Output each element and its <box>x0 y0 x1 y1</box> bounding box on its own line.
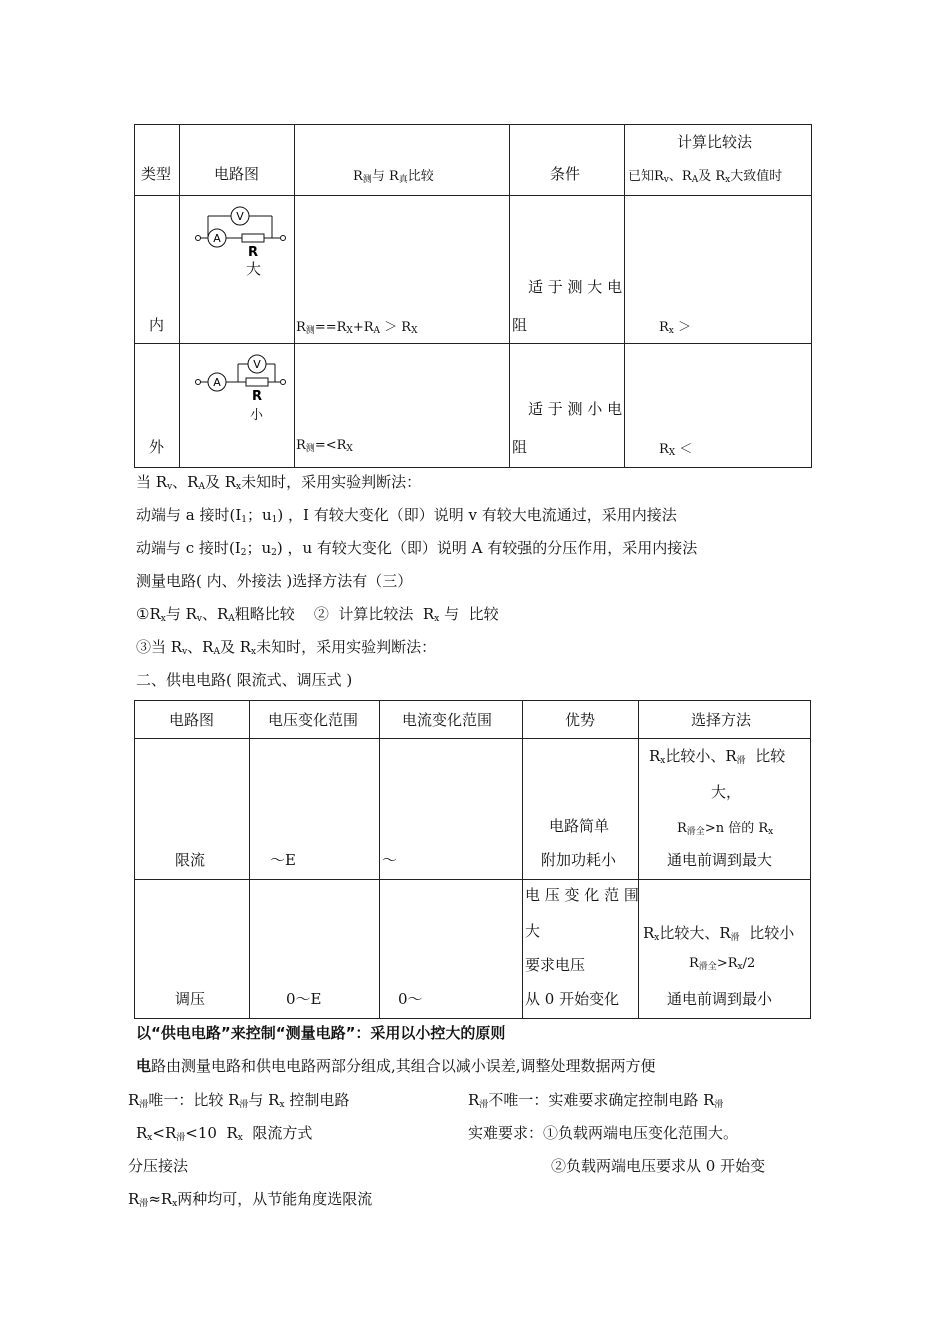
row-inner-diagram: V A R 大 <box>180 196 295 344</box>
unique-rheostat-left: $R_滑$唯一：比较 $R_滑$与 $R_x$ 控制电路 <box>128 1091 350 1110</box>
limit-voltage: ～E <box>250 739 380 880</box>
limit-condition-left: $R_x<R_滑<10$ $R_x$ 限流方式 <box>136 1124 313 1143</box>
row-outer-diagram: V A R 小 <box>180 344 295 468</box>
svg-text:A: A <box>213 232 221 245</box>
row-outer-type: 外 <box>135 344 180 468</box>
resistor-icon <box>246 378 268 386</box>
svg-text:V: V <box>253 358 261 371</box>
unknown-resistance-line: 当 $R_v$、$R_A$及 $R_x$未知时，采用实验判断法： <box>136 473 422 492</box>
resistor-icon <box>242 234 264 242</box>
row-outer-calc: $R_X$ ＜ <box>625 344 812 468</box>
header-type: 类型 <box>135 125 180 196</box>
divider-current: 0～ <box>380 880 523 1019</box>
t2-header-diagram: 电路图 <box>135 701 250 739</box>
requirement-right-1: 实难要求：①负载两端电压变化范围大。 <box>468 1124 739 1142</box>
outer-connection-circuit <box>180 344 295 424</box>
method-list-3: ③当 $R_v$、$R_A$及 $R_x$未知时，采用实验判断法： <box>136 638 437 657</box>
limit-current: ～ <box>380 739 523 880</box>
divider-advantage: 电 压 变 化 范 围 大 要求电压 从 0 开始变化 <box>523 880 639 1019</box>
method-list-1: $①R_x$与 $R_v$、$R_A$粗略比较 ② 计算比较法 $R_x$ 与 比较 <box>136 605 499 624</box>
divider-selection: $R_x$比较大、$R_滑$ 比较小 $R_{滑全}>R_x/2$ 通电前调到最小 <box>639 880 811 1019</box>
divider-method-left: 分压接法 <box>128 1157 189 1175</box>
endpoint-a-line: 动端与 a 接时($I_1$；$u_1$) ，I 有较大变化（即）说明 v 有较大电流通过，采用内接法 <box>136 506 677 525</box>
t2-header-current: 电流变化范围 <box>380 701 523 739</box>
svg-text:A: A <box>213 376 221 389</box>
requirement-right-2: ②负载两端电压要求从 0 开始变 <box>551 1157 766 1175</box>
equal-case-line: $R_滑\approx R_x$两种均可，从节能角度选限流 <box>128 1190 373 1209</box>
principle-line: 以“供电电路”来控制“测量电路”：采用以小控大的原则 <box>136 1024 506 1042</box>
section-heading-supply: 二、供电电路( 限流式、调压式 ) <box>136 671 353 689</box>
row-inner-type: 内 <box>135 196 180 344</box>
divider-name: 调压 <box>135 880 250 1019</box>
t2-header-selection: 选择方法 <box>639 701 811 739</box>
inner-connection-circuit <box>180 196 295 286</box>
limit-name: 限流 <box>135 739 250 880</box>
non-unique-rheostat-right: $R_滑$不唯一：实难要求确定控制电路 $R_滑$ <box>468 1091 724 1110</box>
row-inner-formula: $R_测==R_X+R_A > R_X$ <box>295 196 510 344</box>
supply-circuit-table <box>134 700 811 1019</box>
row-inner-calc: $R_x$ ＞ <box>625 196 812 344</box>
composition-paragraph: 电路由测量电路和供电电路两部分组成,其组合以减小误差,调整处理数据两方便 <box>136 1057 656 1075</box>
divider-voltage: 0～E <box>250 880 380 1019</box>
svg-text:V: V <box>236 210 244 223</box>
header-calc: 计算比较法 已知$R_v$、$R_A$及 $R_x$大致值时 <box>625 125 812 196</box>
t2-header-advantage: 优势 <box>523 701 639 739</box>
endpoint-c-line: 动端与 c 接时($I_2$；$u_2$) ，u 有较大变化（即）说明 A 有较强的分压作用，采用内接法 <box>136 539 698 558</box>
t2-header-voltage: 电压变化范围 <box>250 701 380 739</box>
method-heading: 测量电路( 内、外接法 )选择方法有（三） <box>136 572 413 590</box>
limit-selection: $R_x$比较小、$R_滑$ 比较 大， $R_{滑全}>n$ 倍的 $R_x$ 通电前调到最大 <box>639 739 811 880</box>
row-inner-condition: 适 于 测 大 电 阻 <box>510 196 625 344</box>
row-outer-condition: 适 于 测 小 电 阻 <box>510 344 625 468</box>
row-outer-formula: $R_测=<R_X$ <box>295 344 510 468</box>
svg-text:R: R <box>247 245 259 260</box>
header-compare: $R_测$与 $R_真$比较 <box>295 125 510 196</box>
header-diagram: 电路图 <box>180 125 295 196</box>
limit-advantage: 电路简单 附加功耗小 <box>523 739 639 880</box>
measurement-circuit-table <box>134 124 812 468</box>
header-condition: 条件 <box>510 125 625 196</box>
svg-text:R: R <box>251 389 263 404</box>
